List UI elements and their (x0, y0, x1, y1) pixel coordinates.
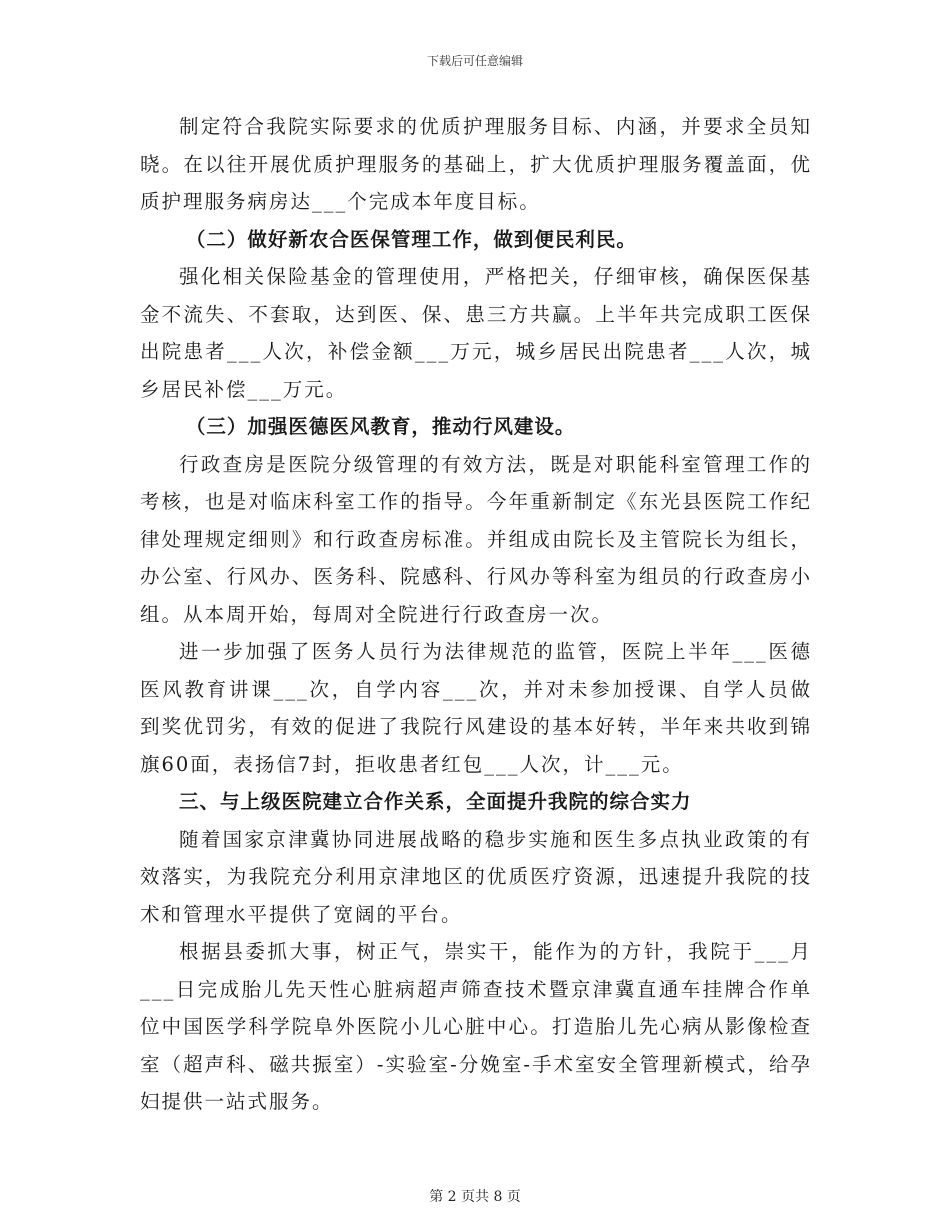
paragraph-fetal-heart-program: 根据县委抓大事，树正气，崇实干，能作为的方针，我院于___月___日完成胎儿先天性心脏病超声筛查技术暨京津冀直通车挂牌合作单位中国医学科学院阜外医院小儿心脏中心。打造胎儿先心病从影像检查室（超声科、磁共振室）-实验室-分娩室-手术室安全管理新模式，给孕妇提供一站式服务。 (140, 940, 812, 1113)
paragraph-admin-rounds: 行政查房是医院分级管理的有效方法，既是对职能科室管理工作的考核，也是对临床科室工作的指导。今年重新制定《东光县医院工作纪律处理规定细则》和行政查房标准。并组成由院长及主管院长为组长，办公室、行风办、医务科、院感科、行风办等科室为组员的行政查房小组。从本周开始，每周对全院进行行政查房一次。 (140, 452, 812, 626)
paragraph-insurance-fund: 强化相关保险基金的管理使用，严格把关，仔细审核，确保医保基金不流失、不套取，达到医、保、患三方共赢。上半年共完成职工医保出院患者___人次，补偿金额___万元，城乡居民出院患者___人次，城乡居民补偿___万元。 (140, 265, 812, 401)
document-body (140, 108, 812, 1121)
page-header: 下载后可任意编辑 (426, 54, 523, 68)
paragraph-conduct-supervision: 进一步加强了医务人员行为法律规范的监管，医院上半年___医德医风教育讲课___次，自学内容___次，并对未参加授课、自学人员做到奖优罚劣，有效的促进了我院行风建设的基本好转，半年来共收到锦旗60面，表扬信7封，拒收患者红包___人次，计___元。 (140, 640, 812, 776)
section-heading-ethics: （三）加强医德医风教育，推动行风建设。 (185, 415, 576, 438)
paragraph-nursing-goals: 制定符合我院实际要求的优质护理服务目标、内涵，并要求全员知晓。在以往开展优质护理服务的基础上，扩大优质护理服务覆盖面，优质护理服务病房达___个完成本年度目标。 (140, 115, 812, 213)
paragraph-regional-strategy: 随着国家京津冀协同进展战略的稳步实施和医生多点执业政策的有效落实，为我院充分利用京津地区的优质医疗资源，迅速提升我院的技术和管理水平提供了宽阔的平台。 (140, 827, 812, 926)
section-heading-cooperation: 三、与上级医院建立合作关系，全面提升我院的综合实力 (179, 790, 692, 813)
page-footer: 第 2 页共 8 页 (429, 1189, 521, 1205)
section-heading-insurance: （二）做好新农合医保管理工作，做到便民利民。 (185, 227, 637, 251)
